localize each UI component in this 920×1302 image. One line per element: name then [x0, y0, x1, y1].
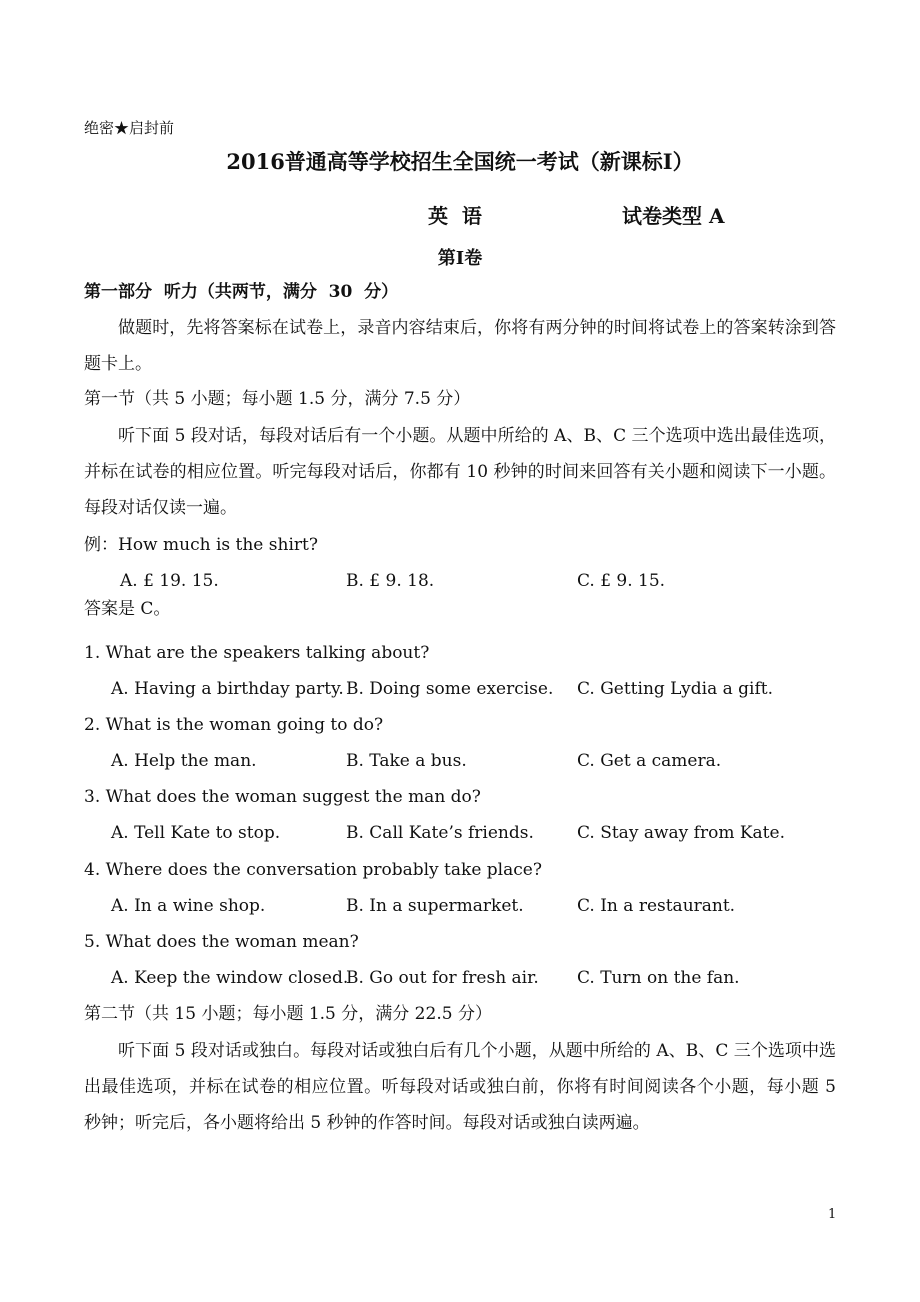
- example-option-b: B. £ 9. 18.: [346, 571, 435, 591]
- section1-heading: 第一节（共 5 小题；每小题 1.5 分，满分 7.5 分）: [84, 389, 471, 409]
- question-3-option-a: A. Tell Kate to stop.: [111, 823, 281, 843]
- example-option-a: A. £ 19. 15.: [120, 571, 219, 591]
- paper-type-label: 试卷类型 A: [622, 204, 725, 228]
- question-3-option-c: C. Stay away from Kate.: [577, 823, 785, 843]
- question-1-option-a: A. Having a birthday party.: [111, 679, 344, 699]
- question-2-option-a: A. Help the man.: [111, 751, 257, 771]
- question-3-option-b: B. Call Kate’s friends.: [346, 823, 534, 843]
- question-2-option-c: C. Get a camera.: [577, 751, 722, 771]
- exam-title: 2016普通高等学校招生全国统一考试（新课标Ⅰ）: [226, 149, 694, 174]
- question-5-option-c: C. Turn on the fan.: [577, 968, 740, 988]
- volume-label: 第Ⅰ卷: [437, 248, 483, 269]
- subject-label: 英 语: [428, 204, 482, 228]
- example-option-c: C. £ 9. 15.: [577, 571, 666, 591]
- page-number: 1: [828, 1207, 837, 1222]
- section2-heading: 第二节（共 15 小题；每小题 1.5 分，满分 22.5 分）: [84, 1004, 492, 1024]
- question-1-option-b: B. Doing some exercise.: [346, 679, 554, 699]
- question-4: 4. Where does the conversation probably take place?: [84, 860, 542, 880]
- example-answer: 答案是 C。: [84, 599, 171, 619]
- section1-instructions: 听下面 5 段对话，每段对话后有一个小题。从题中所给的 A、B、C 三个选项中选出最佳选项，并标在试卷的相应位置。听完每段对话后，你都有 10 秒钟的时间来回答有关小题和阅读下一小题。每段对话仅读一遍。: [84, 426, 836, 518]
- question-5-option-a: A. Keep the window closed.: [111, 968, 349, 988]
- question-1: 1. What are the speakers talking about?: [84, 643, 430, 663]
- question-2-option-b: B. Take a bus.: [346, 751, 467, 771]
- example-question: 例：How much is the shirt?: [84, 535, 318, 555]
- question-4-option-b: B. In a supermarket.: [346, 896, 524, 916]
- question-5-option-b: B. Go out for fresh air.: [346, 968, 539, 988]
- question-4-option-a: A. In a wine shop.: [111, 896, 266, 916]
- question-1-option-c: C. Getting Lydia a gift.: [577, 679, 774, 699]
- section2-instructions: 听下面 5 段对话或独白。每段对话或独白后有几个小题，从题中所给的 A、B、C 三个选项中选出最佳选项，并标在试卷的相应位置。听每段对话或独白前，你将有时间阅读各个小题，每小题 5 秒钟；听完后，各小题将给出 5 秒钟的作答时间。每段对话或独白读两遍。: [84, 1041, 836, 1133]
- question-4-option-c: C. In a restaurant.: [577, 896, 736, 916]
- question-3: 3. What does the woman suggest the man do?: [84, 787, 481, 807]
- question-2: 2. What is the woman going to do?: [84, 715, 384, 735]
- confidential-label: 绝密★启封前: [84, 119, 175, 137]
- part1-instructions: 做题时，先将答案标在试卷上，录音内容结束后，你将有两分钟的时间将试卷上的答案转涂到答题卡上。: [84, 318, 836, 374]
- question-5: 5. What does the woman mean?: [84, 932, 359, 952]
- part1-heading: 第一部分 听力（共两节，满分 30 分）: [84, 282, 399, 302]
